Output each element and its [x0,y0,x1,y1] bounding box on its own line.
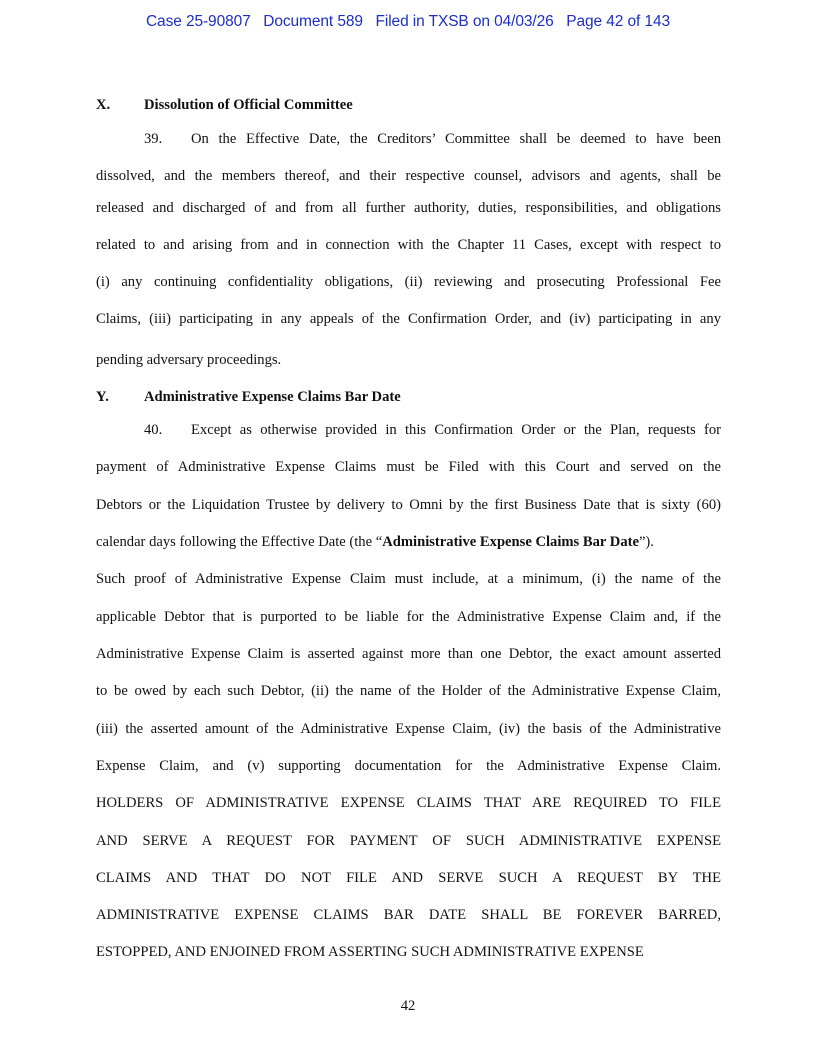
section-letter: X. [96,97,111,113]
paragraph-39-line-3: released and discharged of and from all further authority, duties, responsibilities, and obligations [96,200,721,216]
defined-term: Administrative Expense Claims Bar Date [382,534,639,550]
section-heading-x [96,96,353,114]
paragraph-40-line-3: Debtors or the Liquidation Trustee by delivery to Omni by the first Business Date that is sixty (60) [96,497,721,513]
section-title: Dissolution of Official Committee [144,97,353,113]
paragraph-40-line-4: calendar days following the Effective Date (the “Administrative Expense Claims Bar Date”). [96,534,654,550]
paragraph-40-line-8: to be owed by each such Debtor, (ii) the name of the Holder of the Administrative Expense Claim, [96,683,721,699]
paragraph-40-line-15: ESTOPPED, AND ENJOINED FROM ASSERTING SUCH ADMINISTRATIVE EXPENSE [96,944,644,960]
paragraph-39-line-4: related to and arising from and in connection with the Chapter 11 Cases, except with respect to [96,237,721,253]
paragraph-40-line-2: payment of Administrative Expense Claims must be Filed with this Court and served on the [96,459,721,475]
paragraph-40-line-10: Expense Claim, and (v) supporting documentation for the Administrative Expense Claim. [96,758,721,774]
paragraph-40-line-1: 40. Except as otherwise provided in this Confirmation Order or the Plan, requests for [144,422,721,438]
paragraph-40-line-13: CLAIMS AND THAT DO NOT FILE AND SERVE SUCH A REQUEST BY THE [96,870,721,886]
paragraph-39-line-7: pending adversary proceedings. [96,352,282,368]
page-number: 42 [400,998,416,1014]
paragraph-number: 39. [144,131,163,147]
paragraph-40-line-11: HOLDERS OF ADMINISTRATIVE EXPENSE CLAIMS THAT ARE REQUIRED TO FILE [96,795,721,811]
court-filing-stamp: Case 25-90807 Document 589 Filed in TXSB on 04/03/26 Page 42 of 143 [145,13,671,30]
paragraph-39-line-2: dissolved, and the members thereof, and their respective counsel, advisors and agents, shall be [96,168,721,184]
section-letter: Y. [96,389,109,405]
section-title: Administrative Expense Claims Bar Date [144,389,401,405]
section-heading-y [96,388,401,406]
paragraph-39-line-5: (i) any continuing confidentiality obligations, (ii) reviewing and prosecuting Professional Fee [96,274,721,290]
paragraph-40-line-14: ADMINISTRATIVE EXPENSE CLAIMS BAR DATE SHALL BE FOREVER BARRED, [96,907,721,923]
paragraph-39-line-6: Claims, (iii) participating in any appeals of the Confirmation Order, and (iv) participating in any [96,311,721,327]
paragraph-number: 40. [144,422,163,438]
paragraph-40-line-5: Such proof of Administrative Expense Claim must include, at a minimum, (i) the name of the [96,571,721,587]
paragraph-39-line-1: 39. On the Effective Date, the Creditors’ Committee shall be deemed to have been [144,131,721,147]
paragraph-40-line-9: (iii) the asserted amount of the Administrative Expense Claim, (iv) the basis of the Administrative [96,721,721,737]
paragraph-40-line-7: Administrative Expense Claim is asserted against more than one Debtor, the exact amount asserted [96,646,721,662]
paragraph-40-line-12: AND SERVE A REQUEST FOR PAYMENT OF SUCH ADMINISTRATIVE EXPENSE [96,833,721,849]
paragraph-40-line-6: applicable Debtor that is purported to be liable for the Administrative Expense Claim and, if the [96,609,721,625]
